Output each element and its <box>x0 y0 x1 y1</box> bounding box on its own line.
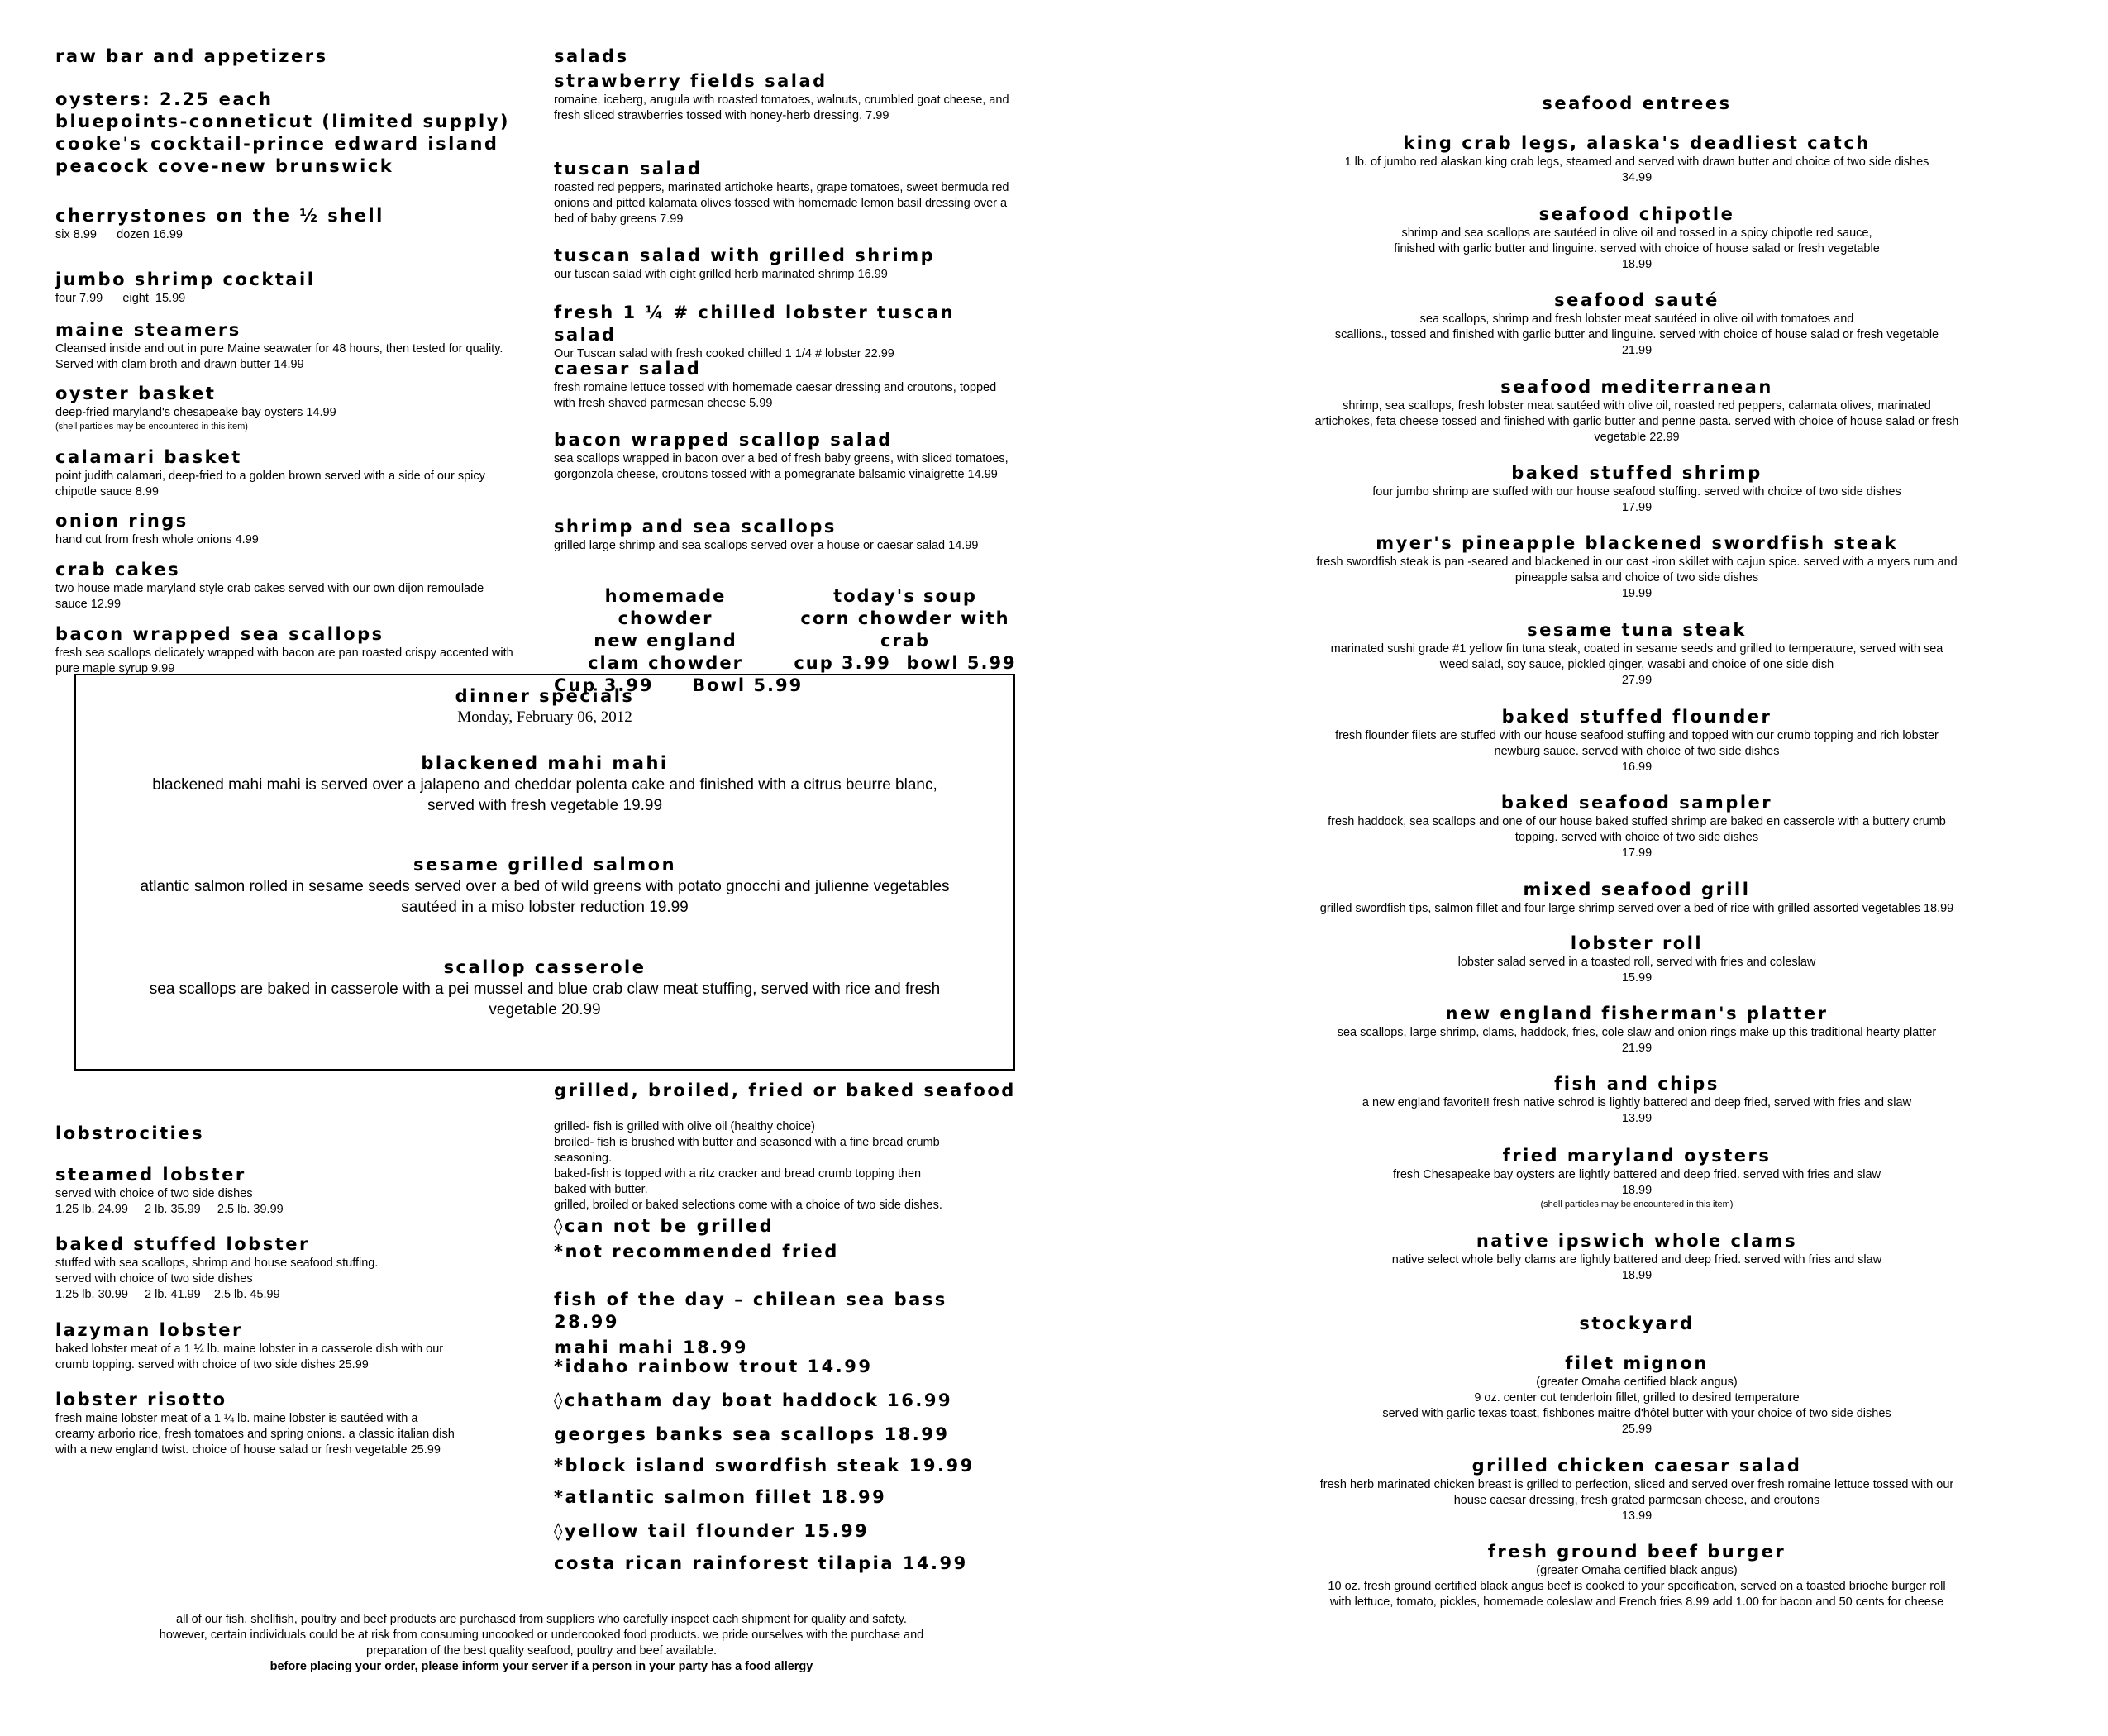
entree-price: 15.99 <box>1621 971 1653 985</box>
item-note: (shell particles may be encountered in this item) <box>55 422 248 432</box>
stockyard-desc: 9 oz. center cut tenderloin fillet, grilled to desired temperature <box>1474 1391 1800 1405</box>
note-line: seasoning. <box>554 1152 613 1165</box>
item-name: onion rings <box>55 511 188 531</box>
grilled-heading-block <box>554 1080 1017 1102</box>
fish-item: ◊yellow tail flounder 15.99 <box>554 1521 870 1541</box>
specials-header <box>76 685 1013 727</box>
item-name: strawberry fields salad <box>554 71 827 91</box>
note-line: baked with butter. <box>554 1183 648 1196</box>
stockyard-name: fresh ground beef burger <box>1487 1542 1786 1562</box>
soup-line: today's soup <box>833 586 977 606</box>
entree-price: 27.99 <box>1621 674 1653 687</box>
entree-desc: topping. served with choice of two side dishes <box>1514 831 1759 844</box>
entree-item <box>1219 289 2054 359</box>
stockyard-item <box>1219 1541 2054 1610</box>
special-item <box>76 854 1013 918</box>
entree-price: vegetable 22.99 <box>1594 431 1680 444</box>
fish-of-day-line: fish of the day – chilean sea bass 28.99 <box>554 1290 947 1332</box>
item-name: tuscan salad with grilled shrimp <box>554 246 936 265</box>
fish-item: ◊chatham day boat haddock 16.99 <box>554 1390 953 1410</box>
item-name: crab cakes <box>55 560 181 579</box>
menu-item <box>55 559 514 613</box>
menu-item <box>55 1389 514 1458</box>
entree-price: 18.99 <box>1621 258 1653 271</box>
note-line: broiled- fish is brushed with butter and seasoned with a fine bread crumb <box>554 1136 940 1149</box>
special-item <box>76 752 1013 816</box>
entree-name: seafood mediterranean <box>1500 377 1773 397</box>
entree-desc: sea scallops, large shrimp, clams, haddock, fries, cole slaw and onion rings make up this traditional hearty platter <box>1337 1026 1937 1039</box>
menu-item <box>554 429 1017 483</box>
entree-name: sesame tuna steak <box>1527 620 1747 640</box>
entree-desc: fresh haddock, sea scallops and one of our house baked stuffed shrimp are baked en casserole with a buttery crumb <box>1328 815 1946 828</box>
item-desc: served with choice of two side dishes <box>55 1272 253 1285</box>
special-desc: vegetable 20.99 <box>489 1001 601 1018</box>
menu-item <box>55 1233 514 1303</box>
item-desc: with a new england twist. choice of house salad or fresh vegetable 25.99 <box>55 1443 441 1457</box>
entree-item <box>1219 203 2054 273</box>
menu-item <box>55 205 514 243</box>
entree-name: baked seafood sampler <box>1500 793 1773 813</box>
soups <box>554 585 1017 695</box>
specials-date: Monday, February 06, 2012 <box>457 708 632 726</box>
footer-disclaimer <box>91 1612 992 1675</box>
soup-line: clam chowder <box>588 653 743 673</box>
entree-item <box>1219 1003 2054 1056</box>
oyster-list <box>55 88 514 178</box>
fish-item: georges banks sea scallops 18.99 <box>554 1424 950 1444</box>
entree-item <box>1219 879 2054 917</box>
entree-item <box>1219 706 2054 775</box>
legend-line: *not recommended fried <box>554 1242 839 1261</box>
entree-price: 16.99 <box>1621 761 1653 774</box>
special-desc: atlantic salmon rolled in sesame seeds served over a bed of wild greens with potato gnocchi and julienne vegetables <box>140 878 950 895</box>
entree-desc: weed salad, soy sauce, pickled ginger, wasabi and choice of one side dish <box>1439 658 1834 671</box>
entree-name: baked stuffed shrimp <box>1511 463 1762 483</box>
item-name: lazyman lobster <box>55 1320 243 1340</box>
stockyard-desc: house caesar dressing, fresh grated parmesan cheese, and croutons <box>1453 1494 1820 1507</box>
item-desc: fresh sea scallops delicately wrapped with bacon are pan roasted crispy accented with pure maple syrup 9.99 <box>55 646 513 675</box>
special-desc: sautéed in a miso lobster reduction 19.99 <box>401 899 689 916</box>
entree-price: 18.99 <box>1621 1269 1653 1282</box>
entree-price: 21.99 <box>1621 1042 1653 1055</box>
menu-item <box>554 245 1017 283</box>
fish-item: *idaho rainbow trout 14.99 <box>554 1357 873 1376</box>
entree-price: 34.99 <box>1621 171 1653 184</box>
entree-name: lobster roll <box>1570 933 1704 953</box>
item-desc: deep-fried maryland's chesapeake bay oysters 14.99 <box>55 406 336 419</box>
oyster-line: oysters: 2.25 each <box>55 89 274 109</box>
disclaimer-line: all of our fish, shellfish, poultry and beef products are purchased from suppliers who carefully inspect each shipment for quality and safety. <box>176 1613 907 1626</box>
item-name: cherrystones on the ½ shell <box>55 206 384 226</box>
dinner-specials-box <box>74 674 1015 1071</box>
entree-desc: lobster salad served in a toasted roll, served with fries and coleslaw <box>1457 956 1816 969</box>
special-name: blackened mahi mahi <box>421 753 669 773</box>
entree-desc: shrimp and sea scallops are sautéed in olive oil and tossed in a spicy chipotle red sauce, <box>1401 227 1872 240</box>
entree-item <box>1219 462 2054 516</box>
entree-desc: a new england favorite!! fresh native schrod is lightly battered and deep fried, served with fries and slaw <box>1362 1096 1912 1109</box>
entree-name: baked stuffed flounder <box>1501 707 1772 727</box>
item-name: caesar salad <box>554 359 702 379</box>
note-line: grilled- fish is grilled with olive oil (healthy choice) <box>554 1120 815 1133</box>
legend-line: ◊can not be grilled <box>554 1216 775 1236</box>
stockyard-heading: stockyard <box>1579 1314 1695 1333</box>
raw-bar-heading-block <box>55 45 514 68</box>
entree-desc: scallions., tossed and finished with garlic butter and linguine. served with choice of house salad or fresh vegetable <box>1334 328 1939 341</box>
entree-item <box>1219 932 2054 986</box>
special-name: sesame grilled salmon <box>413 855 677 875</box>
stockyard-price: 13.99 <box>1621 1509 1653 1523</box>
disclaimer-line: preparation of the best quality seafood, poultry and beef available. <box>365 1644 717 1657</box>
entree-item <box>1219 1145 2054 1211</box>
todays-soup-block <box>794 585 1017 675</box>
legend <box>554 1215 1017 1263</box>
entree-item <box>1219 792 2054 861</box>
stockyard-desc: (greater Omaha certified black angus) <box>1536 1564 1738 1577</box>
soup-line: crab <box>880 631 930 651</box>
item-name: fresh 1 ¼ # chilled lobster tuscan salad <box>554 303 956 345</box>
item-name: baked stuffed lobster <box>55 1234 310 1254</box>
menu-item <box>55 319 514 373</box>
seafood-entrees-heading: seafood entrees <box>1542 93 1732 113</box>
menu-item <box>55 1319 514 1373</box>
entree-desc: fresh flounder filets are stuffed with our house seafood stuffing and topped with our crumb topping and rich lobster <box>1335 729 1939 742</box>
menu-item <box>55 446 514 500</box>
stockyard-desc: 10 oz. fresh ground certified black angus beef is cooked to your specification, served on a toasted brioche burger roll <box>1328 1580 1946 1593</box>
entree-price: 17.99 <box>1621 847 1653 860</box>
lobstrocities-heading-block <box>55 1123 514 1145</box>
item-name: bacon wrapped scallop salad <box>554 430 893 450</box>
seafood-entrees-heading-block <box>1219 93 2054 115</box>
item-desc: grilled large shrimp and sea scallops served over a house or caesar salad 14.99 <box>554 539 979 552</box>
raw-bar-heading: raw bar and appetizers <box>55 46 328 66</box>
item-desc: stuffed with sea scallops, shrimp and house seafood stuffing. <box>55 1257 379 1270</box>
entree-name: fish and chips <box>1554 1074 1719 1094</box>
entree-name: myer's pineapple blackened swordfish steak <box>1376 533 1898 553</box>
entree-item <box>1219 532 2054 602</box>
menu-item <box>554 358 1017 412</box>
item-desc: Our Tuscan salad with fresh cooked chilled 1 1/4 # lobster 22.99 <box>554 347 894 360</box>
special-desc: sea scallops are baked in casserole with a pei mussel and blue crab claw meat stuffing, served with rice and fresh <box>149 980 941 998</box>
fish-item: *block island swordfish steak 19.99 <box>554 1456 975 1476</box>
stockyard-desc: (greater Omaha certified black angus) <box>1536 1376 1738 1389</box>
entree-name: seafood sauté <box>1554 290 1719 310</box>
item-desc: six 8.99 dozen 16.99 <box>55 228 183 241</box>
item-desc: hand cut from fresh whole onions 4.99 <box>55 533 259 546</box>
entree-price: 18.99 <box>1621 1184 1653 1197</box>
note-line: grilled, broiled or baked selections come with a choice of two side dishes. <box>554 1199 942 1212</box>
entree-desc: fresh swordfish steak is pan -seared and blackened in our cast -iron skillet with cajun spice. served with a myers rum and <box>1316 556 1958 569</box>
special-item <box>76 956 1013 1020</box>
item-desc: point judith calamari, deep-fried to a golden brown served with a side of our spicy chipotle sauce 8.99 <box>55 470 485 498</box>
entree-item <box>1219 1230 2054 1284</box>
item-desc: 1.25 lb. 30.99 2 lb. 41.99 2.5 lb. 45.99 <box>55 1288 280 1301</box>
entree-desc: grilled swordfish tips, salmon fillet and four large shrimp served over a bed of rice with grilled assorted vegetables 18.99 <box>1319 902 1954 915</box>
menu-item <box>554 302 1017 362</box>
entree-desc: marinated sushi grade #1 yellow fin tuna steak, coated in sesame seeds and grilled to temperature, served with sea <box>1330 642 1943 656</box>
entree-desc: 1 lb. of jumbo red alaskan king crab legs, steamed and served with drawn butter and choice of two side dishes <box>1344 155 1929 169</box>
soup-price: Cup 3.99 Bowl 5.99 <box>554 675 804 695</box>
menu-item <box>554 70 1017 124</box>
menu-item <box>55 510 514 548</box>
item-desc: four 7.99 eight 15.99 <box>55 292 186 305</box>
stockyard-price: 25.99 <box>1621 1423 1653 1436</box>
item-desc: fresh maine lobster meat of a 1 ¼ lb. maine lobster is sautéed with a <box>55 1412 418 1425</box>
stockyard-name: filet mignon <box>1565 1353 1709 1373</box>
item-name: oyster basket <box>55 384 217 403</box>
entree-desc: newburg sauce. served with choice of two side dishes <box>1494 745 1780 758</box>
salads-heading: salads <box>554 46 629 66</box>
item-desc: our tuscan salad with eight grilled herb marinated shrimp 16.99 <box>554 268 888 281</box>
specials-heading: dinner specials <box>455 686 635 706</box>
entree-name: mixed seafood grill <box>1523 880 1751 899</box>
fish-item: *atlantic salmon fillet 18.99 <box>554 1487 887 1507</box>
oyster-line: bluepoints-conneticut (limited supply) <box>55 112 510 131</box>
lobstrocities-heading: lobstrocities <box>55 1123 205 1143</box>
entree-desc: fresh Chesapeake bay oysters are lightly battered and deep fried. served with fries and slaw <box>1393 1168 1881 1181</box>
entree-desc: native select whole belly clams are lightly battered and deep fried. served with fries and slaw <box>1391 1253 1882 1266</box>
soup-line: new england <box>594 631 737 651</box>
oyster-line: peacock cove-new brunswick <box>55 156 394 176</box>
allergy-notice: before placing your order, please inform your server if a person in your party has a food allergy <box>269 1660 813 1673</box>
menu-item <box>554 158 1017 227</box>
item-name: steamed lobster <box>55 1165 246 1185</box>
entree-desc: pineapple salsa and choice of two side dishes <box>1514 571 1759 584</box>
item-desc: fresh romaine lettuce tossed with homemade caesar dressing and croutons, topped with fresh shaved parmesan cheese 5.99 <box>554 381 997 410</box>
special-desc: blackened mahi mahi is served over a jalapeno and cheddar polenta cake and finished with a citrus beurre blanc, <box>152 776 937 794</box>
item-desc: served with choice of two side dishes <box>55 1187 253 1200</box>
entree-item <box>1219 376 2054 446</box>
entree-desc: finished with garlic butter and linguine. served with choice of house salad or fresh vegetable <box>1394 242 1880 255</box>
special-desc: served with fresh vegetable 19.99 <box>427 797 663 814</box>
soup-line: homemade chowder <box>604 586 727 628</box>
oyster-line: cooke's cocktail-prince edward island <box>55 134 499 154</box>
item-name: maine steamers <box>55 320 241 340</box>
menu-item <box>55 623 514 677</box>
entree-desc: artichokes, feta cheese tossed and finished with garlic butter and penne pasta. served with choice of house salad or fresh <box>1314 415 1959 428</box>
soup-line: corn chowder with <box>800 608 1010 628</box>
item-name: lobster risotto <box>55 1390 227 1409</box>
entree-name: fried maryland oysters <box>1502 1146 1772 1166</box>
entree-desc: four jumbo shrimp are stuffed with our house seafood stuffing. served with choice of two side dishes <box>1372 485 1901 498</box>
entree-name: seafood chipotle <box>1538 204 1735 224</box>
item-desc: crumb topping. served with choice of two side dishes 25.99 <box>55 1358 369 1371</box>
entree-price: 19.99 <box>1621 587 1653 600</box>
item-name: calamari basket <box>55 447 242 467</box>
entree-price: 13.99 <box>1621 1112 1653 1125</box>
menu-item <box>554 516 1017 554</box>
note-line: baked-fish is topped with a ritz cracker and bread crumb topping then <box>554 1167 922 1180</box>
menu-item <box>55 269 514 307</box>
item-desc: creamy arborio rice, fresh tomatoes and spring onions. a classic italian dish <box>55 1428 455 1441</box>
stockyard-desc: with lettuce, tomato, pickles, homemade coleslaw and French fries 8.99 add 1.00 for bacon and 50 cents for cheese <box>1329 1595 1944 1609</box>
entree-name: king crab legs, alaska's deadliest catch <box>1403 133 1871 153</box>
soup-price: cup 3.99 bowl 5.99 <box>794 653 1017 673</box>
item-desc: romaine, iceberg, arugula with roasted tomatoes, walnuts, crumbled goat cheese, and fresh sliced strawberries tossed with honey-herb dressing. 7.99 <box>554 93 1009 122</box>
item-desc: Cleansed inside and out in pure Maine seawater for 48 hours, then tested for quality. Served with clam broth and drawn butter 14.99 <box>55 342 503 371</box>
fish-of-day <box>554 1289 1017 1359</box>
special-name: scallop casserole <box>443 957 646 977</box>
item-desc: 1.25 lb. 24.99 2 lb. 35.99 2.5 lb. 39.99 <box>55 1203 284 1216</box>
item-desc: sea scallops wrapped in bacon over a bed of fresh baby greens, with sliced tomatoes, gorgonzola cheese, croutons tossed with a pomegranate balsamic vinaigrette 14.99 <box>554 452 1009 481</box>
item-desc: roasted red peppers, marinated artichoke hearts, grape tomatoes, sweet bermuda red onions and pitted kalamata olives tossed with homemade lemon basil dressing over a bed of baby greens 7.99 <box>554 181 1009 226</box>
entree-item <box>1219 1073 2054 1127</box>
fish-item: costa rican rainforest tilapia 14.99 <box>554 1553 968 1573</box>
entree-price: 17.99 <box>1621 501 1653 514</box>
stockyard-desc: served with garlic texas toast, fishbones maitre d'hôtel butter with your choice of two side dishes <box>1382 1407 1891 1420</box>
stockyard-name: grilled chicken caesar salad <box>1471 1456 1802 1476</box>
entree-price: 21.99 <box>1621 344 1653 357</box>
entree-item <box>1219 619 2054 689</box>
item-name: bacon wrapped sea scallops <box>55 624 384 644</box>
disclaimer-line: however, certain individuals could be at risk from consuming uncooked or undercooked food products. we pride ourselves with the purchase and <box>159 1629 924 1642</box>
menu-item <box>55 383 514 433</box>
stockyard-item <box>1219 1352 2054 1438</box>
fish-list <box>554 1356 1017 1575</box>
stockyard-heading-block <box>1219 1313 2054 1335</box>
entree-name: native ipswich whole clams <box>1476 1231 1798 1251</box>
entree-note: (shell particles may be encountered in this item) <box>1540 1199 1734 1209</box>
entree-item <box>1219 132 2054 186</box>
item-name: jumbo shrimp cocktail <box>55 269 316 289</box>
item-name: tuscan salad <box>554 159 703 179</box>
fish-of-day-line: mahi mahi 18.99 <box>554 1338 748 1357</box>
grilled-heading: grilled, broiled, fried or baked seafood <box>554 1080 1016 1100</box>
salads-heading-block <box>554 45 1017 68</box>
item-desc: two house made maryland style crab cakes served with our own dijon remoulade sauce 12.99 <box>55 582 484 611</box>
entree-desc: sea scallops, shrimp and fresh lobster meat sautéed in olive oil with tomatoes and <box>1419 312 1854 326</box>
entree-desc: shrimp, sea scallops, fresh lobster meat sautéed with olive oil, roasted red peppers, calamata olives, marinated <box>1343 399 1931 413</box>
grilled-notes <box>554 1119 1017 1214</box>
entree-name: new england fisherman's platter <box>1445 1004 1829 1023</box>
stockyard-item <box>1219 1455 2054 1524</box>
menu-item <box>55 1164 514 1218</box>
stockyard-desc: fresh herb marinated chicken breast is grilled to perfection, sliced and served over fresh romaine lettuce tossed with our <box>1319 1478 1954 1491</box>
item-name: shrimp and sea scallops <box>554 517 837 537</box>
item-desc: baked lobster meat of a 1 ¼ lb. maine lobster in a casserole dish with our <box>55 1343 444 1356</box>
